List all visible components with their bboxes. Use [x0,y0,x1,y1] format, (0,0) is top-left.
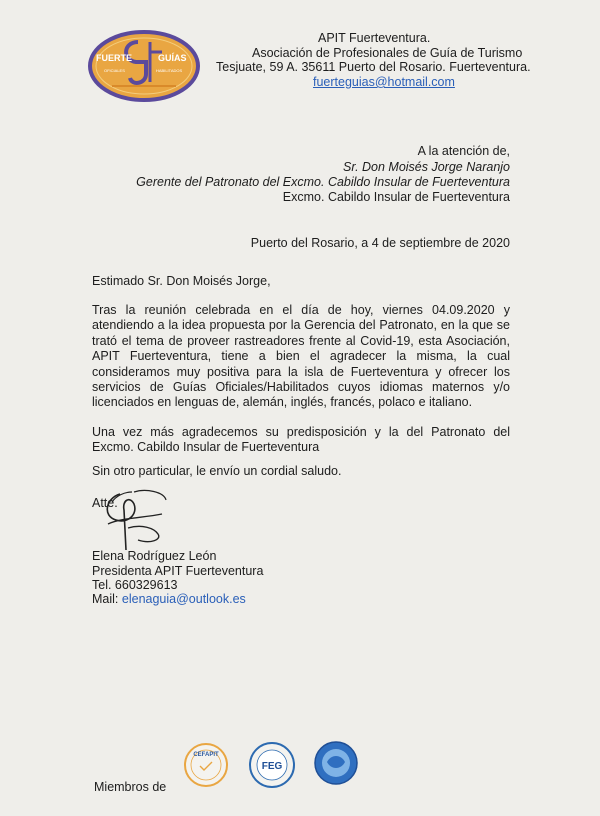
letterhead-org: APIT Fuerteventura. [318,31,431,45]
signer-mail-row [92,592,246,607]
signer-name: Elena Rodríguez León [92,549,217,563]
cefapit-badge [183,742,229,788]
recipient-name: Sr. Don Moisés Jorge Naranjo [343,160,510,174]
body-paragraph-2: Una vez más agradecemos su predisposición y la del Patronato del Excmo. Cabildo Insular de Fuerteventura [92,424,510,455]
signer-email-link[interactable]: elenaguia@outlook.es [121,592,246,606]
letter-body [92,303,510,470]
logo-text-habilitados: HABILITADOS [156,68,183,73]
letterhead-association: Asociación de Profesionales de Guía de Turismo [252,46,523,60]
letterhead-email-link[interactable]: fuerteguias@hotmail.com [313,75,455,89]
recipient-attention: A la atención de, [417,144,510,158]
letterhead-address: Tesjuate, 59 A. 35611 Puerto del Rosario. Fuerteventura. [216,60,531,74]
logo-text-fuerte: FUERTE [96,53,132,63]
recipient-title: Gerente del Patronato del Excmo. Cabildo Insular de Fuerteventura [136,175,510,189]
logo-text-guias: GUÍAS [158,53,187,63]
members-label: Miembros de [94,780,167,794]
closing-line: Sin otro particular, le envío un cordial saludo. [92,464,342,478]
salutation: Estimado Sr. Don Moisés Jorge, [92,274,271,288]
feg-badge [248,741,296,789]
cefapit-badge-text: CEFAPIT [193,752,219,758]
signer-mail-label: Mail: [92,592,119,606]
fuerteguias-logo [88,30,200,102]
recipient-institution: Excmo. Cabildo Insular de Fuerteventura [282,190,510,204]
signer-role: Presidenta APIT Fuerteventura [92,564,264,578]
feg-badge-text: FEG [261,761,283,772]
letter-date: Puerto del Rosario, a 4 de septiembre de 2020 [250,236,510,250]
signer-phone: Tel. 660329613 [92,578,178,592]
world-federation-badge [313,740,359,786]
logo-text-oficiales: OFICIALES [104,68,125,73]
handwritten-signature [98,488,172,558]
body-paragraph-1: Tras la reunión celebrada en el día de hoy, viernes 04.09.2020 y atendiendo a la idea propuesta por la Gerencia del Patronato, en la que se trató el tema de proveer rastreadores frente al Covid-19, esta Asociación, APIT Fuerteventura, tiene a bien el agradecer la misma, la cual consideramos muy positiva para la isla de Fuerteventura y ofrecer los servicios de Guías Oficiales/Habilitados cuyos idiomas maternos y/o licenciados en lenguas de, alemán, inglés, francés, polaco e italiano. [92,303,510,410]
atte-label: Atte. [92,496,118,510]
